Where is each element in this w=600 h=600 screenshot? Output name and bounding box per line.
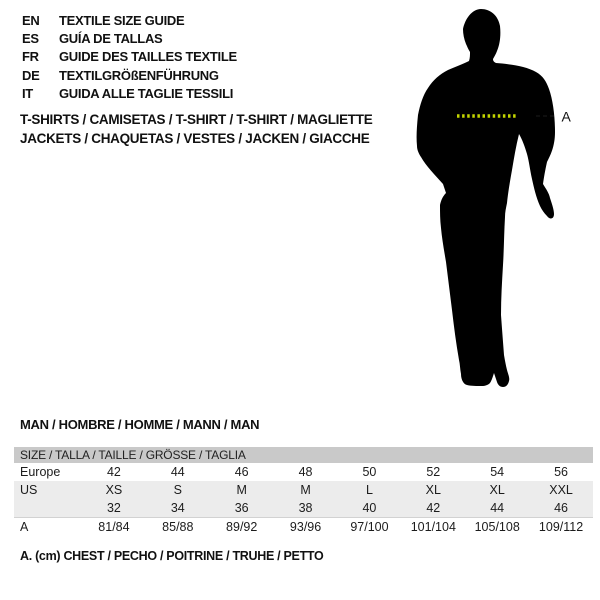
table-cell: 89/92 — [226, 520, 258, 534]
table-cell: XL — [425, 483, 441, 497]
table-cell: 101/104 — [410, 520, 456, 534]
measurement-footnote: A. (cm) CHEST / PECHO / POITRINE / TRUHE / PETTO — [20, 549, 324, 563]
table-cell: M — [236, 483, 247, 497]
size-table — [14, 447, 593, 535]
man-silhouette-figure — [405, 0, 580, 400]
table-row-us — [14, 481, 593, 499]
table-cell: 44 — [170, 465, 185, 479]
table-cell: 36 — [234, 501, 249, 515]
language-list — [22, 11, 237, 103]
table-cell: 44 — [490, 501, 505, 515]
language-row-it — [22, 85, 237, 103]
table-cell: 50 — [362, 465, 377, 479]
table-cell: 38 — [298, 501, 313, 515]
table-cell: 42 — [106, 465, 121, 479]
language-row-fr — [22, 48, 237, 66]
category-list — [20, 110, 372, 148]
table-cell: XXL — [549, 483, 573, 497]
table-cell: 46 — [554, 501, 569, 515]
language-code: ES — [22, 31, 39, 47]
row-label: US — [20, 483, 38, 497]
table-cell: 85/88 — [162, 520, 194, 534]
language-row-es — [22, 29, 237, 47]
row-label: A — [20, 520, 29, 534]
table-cell: 52 — [426, 465, 441, 479]
table-cell: 42 — [426, 501, 441, 515]
section-title-man: MAN / HOMBRE / HOMME / MANN / MAN — [20, 417, 260, 432]
table-cell: 56 — [554, 465, 569, 479]
table-cell: L — [365, 483, 373, 497]
table-cell: 32 — [106, 501, 121, 515]
row-label: Europe — [20, 465, 61, 479]
language-row-de — [22, 66, 237, 84]
language-code: IT — [22, 86, 33, 102]
table-cell: 46 — [234, 465, 249, 479]
table-cell: XS — [105, 483, 123, 497]
language-code: EN — [22, 12, 40, 28]
table-cell: XL — [489, 483, 505, 497]
table-row-chest-cm — [14, 517, 593, 535]
language-label: TEXTILGRÖßENFÜHRUNG — [59, 67, 219, 83]
table-cell: 34 — [170, 501, 185, 515]
table-row-us-numeric — [14, 499, 593, 517]
table-cell: 109/112 — [538, 520, 584, 534]
man-silhouette — [417, 9, 555, 387]
table-cell: 93/96 — [289, 520, 322, 534]
table-cell: 81/84 — [98, 520, 130, 534]
row-label — [14, 499, 82, 517]
language-label: GUÍA DE TALLAS — [59, 31, 163, 47]
table-cell: 54 — [490, 465, 505, 479]
language-code: FR — [22, 49, 39, 65]
size-table-header: SIZE / TALLA / TAILLE / GRÖSSE / TAGLIA — [14, 447, 593, 463]
language-label: GUIDA ALLE TAGLIE TESSILI — [59, 86, 234, 102]
language-label: TEXTILE SIZE GUIDE — [59, 12, 185, 28]
table-cell: 40 — [362, 501, 377, 515]
table-cell: 97/100 — [350, 520, 389, 534]
language-code: DE — [22, 67, 40, 83]
category-tshirts: T-SHIRTS / CAMISETAS / T-SHIRT / T-SHIRT / MAGLIETTE — [20, 112, 373, 127]
language-label: GUIDE DES TAILLES TEXTILE — [59, 49, 237, 65]
category-jackets: JACKETS / CHAQUETAS / VESTES / JACKEN / GIACCHE — [20, 131, 370, 146]
table-cell: 48 — [298, 465, 313, 479]
table-cell: 105/108 — [474, 520, 520, 534]
table-cell: M — [300, 483, 311, 497]
measure-label-a: A — [561, 108, 571, 125]
table-cell: S — [173, 483, 182, 497]
table-row-europe — [14, 463, 593, 481]
language-row-en — [22, 11, 237, 29]
